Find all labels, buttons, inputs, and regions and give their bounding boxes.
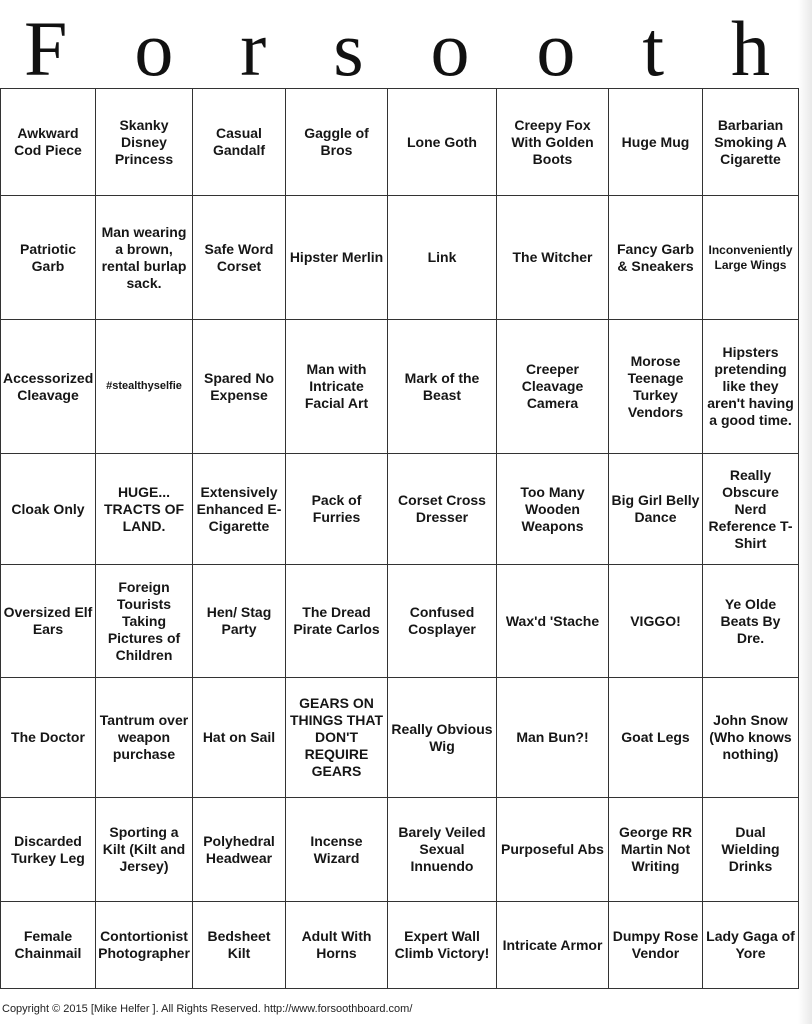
bingo-square: Tantrum over weapon purchase xyxy=(96,678,193,798)
bingo-square: The Witcher xyxy=(497,196,609,320)
bingo-square: Hipster Merlin xyxy=(286,196,388,320)
bingo-square: Man wearing a brown, rental burlap sack. xyxy=(96,196,193,320)
grid-row xyxy=(1,454,799,565)
bingo-square: Confused Cosplayer xyxy=(388,565,497,678)
bingo-grid xyxy=(0,88,799,989)
grid-row xyxy=(1,678,799,798)
bingo-square: Hen/ Stag Party xyxy=(193,565,286,678)
bingo-square: Morose Teenage Turkey Vendors xyxy=(609,320,703,454)
bingo-square: Too Many Wooden Weapons xyxy=(497,454,609,565)
bingo-square: Creepy Fox With Golden Boots xyxy=(497,89,609,196)
bingo-square: Casual Gandalf xyxy=(193,89,286,196)
bingo-square: Female Chainmail xyxy=(1,902,96,989)
bingo-square: Barbarian Smoking A Cigarette xyxy=(703,89,799,196)
grid-row xyxy=(1,798,799,902)
bingo-square: Spared No Expense xyxy=(193,320,286,454)
bingo-square: Incense Wizard xyxy=(286,798,388,902)
bingo-square: Oversized Elf Ears xyxy=(1,565,96,678)
bingo-square: Cloak Only xyxy=(1,454,96,565)
bingo-square: Expert Wall Climb Victory! xyxy=(388,902,497,989)
title-letter: r xyxy=(240,5,267,92)
bingo-square: Pack of Furries xyxy=(286,454,388,565)
bingo-square: Fancy Garb & Sneakers xyxy=(609,196,703,320)
bingo-square: Sporting a Kilt (Kilt and Jersey) xyxy=(96,798,193,902)
bingo-square: Man Bun?! xyxy=(497,678,609,798)
title-letter: o xyxy=(430,5,470,92)
bingo-square: Skanky Disney Princess xyxy=(96,89,193,196)
title-letter: s xyxy=(333,5,364,92)
title-letter: F xyxy=(24,5,68,92)
bingo-square: Inconveniently Large Wings xyxy=(703,196,799,320)
bingo-square: Gaggle of Bros xyxy=(286,89,388,196)
bingo-square: Hipsters pretending like they aren't having a good time. xyxy=(703,320,799,454)
bingo-square: HUGE... TRACTS OF LAND. xyxy=(96,454,193,565)
bingo-square: Purposeful Abs xyxy=(497,798,609,902)
bingo-square: Link xyxy=(388,196,497,320)
bingo-square: Really Obscure Nerd Reference T-Shirt xyxy=(703,454,799,565)
bingo-square: VIGGO! xyxy=(609,565,703,678)
title-letter: t xyxy=(642,5,665,92)
bingo-square: Hat on Sail xyxy=(193,678,286,798)
grid-row xyxy=(1,902,799,989)
bingo-square: Intricate Armor xyxy=(497,902,609,989)
bingo-square: Extensively Enhanced E-Cigarette xyxy=(193,454,286,565)
page-edge-shadow xyxy=(798,0,812,1024)
bingo-square: Safe Word Corset xyxy=(193,196,286,320)
bingo-square: Ye Olde Beats By Dre. xyxy=(703,565,799,678)
bingo-square: The Dread Pirate Carlos xyxy=(286,565,388,678)
bingo-square: The Doctor xyxy=(1,678,96,798)
bingo-square: Lone Goth xyxy=(388,89,497,196)
bingo-square: Contortionist Photographer xyxy=(96,902,193,989)
bingo-square: John Snow (Who knows nothing) xyxy=(703,678,799,798)
bingo-square: GEARS ON THINGS THAT DON'T REQUIRE GEARS xyxy=(286,678,388,798)
bingo-square: Accessorized Cleavage xyxy=(1,320,96,454)
bingo-square: Barely Veiled Sexual Innuendo xyxy=(388,798,497,902)
bingo-square: #stealthyselfie xyxy=(96,320,193,454)
title-letter: o xyxy=(134,5,174,92)
bingo-square: Really Obvious Wig xyxy=(388,678,497,798)
grid-row xyxy=(1,89,799,196)
bingo-square: Bedsheet Kilt xyxy=(193,902,286,989)
bingo-square: Huge Mug xyxy=(609,89,703,196)
bingo-square: Creeper Cleavage Camera xyxy=(497,320,609,454)
card-title xyxy=(0,0,798,92)
bingo-square: Polyhedral Headwear xyxy=(193,798,286,902)
grid-row xyxy=(1,565,799,678)
bingo-square: George RR Martin Not Writing xyxy=(609,798,703,902)
bingo-square: Lady Gaga of Yore xyxy=(703,902,799,989)
bingo-square: Corset Cross Dresser xyxy=(388,454,497,565)
bingo-square: Man with Intricate Facial Art xyxy=(286,320,388,454)
bingo-square: Foreign Tourists Taking Pictures of Children xyxy=(96,565,193,678)
grid-row xyxy=(1,320,799,454)
grid-row xyxy=(1,196,799,320)
bingo-square: Dumpy Rose Vendor xyxy=(609,902,703,989)
bingo-square: Mark of the Beast xyxy=(388,320,497,454)
bingo-square: Dual Wielding Drinks xyxy=(703,798,799,902)
copyright-notice: Copyright © 2015 [Mike Helfer ]. All Rights Reserved. http://www.forsoothboard.com/ xyxy=(2,1003,413,1015)
bingo-square: Discarded Turkey Leg xyxy=(1,798,96,902)
bingo-square: Goat Legs xyxy=(609,678,703,798)
bingo-square: Big Girl Belly Dance xyxy=(609,454,703,565)
bingo-square: Patriotic Garb xyxy=(1,196,96,320)
title-letter: h xyxy=(730,5,770,92)
bingo-square: Adult With Horns xyxy=(286,902,388,989)
bingo-square: Awkward Cod Piece xyxy=(1,89,96,196)
bingo-square: Wax'd 'Stache xyxy=(497,565,609,678)
title-letter: o xyxy=(536,5,576,92)
